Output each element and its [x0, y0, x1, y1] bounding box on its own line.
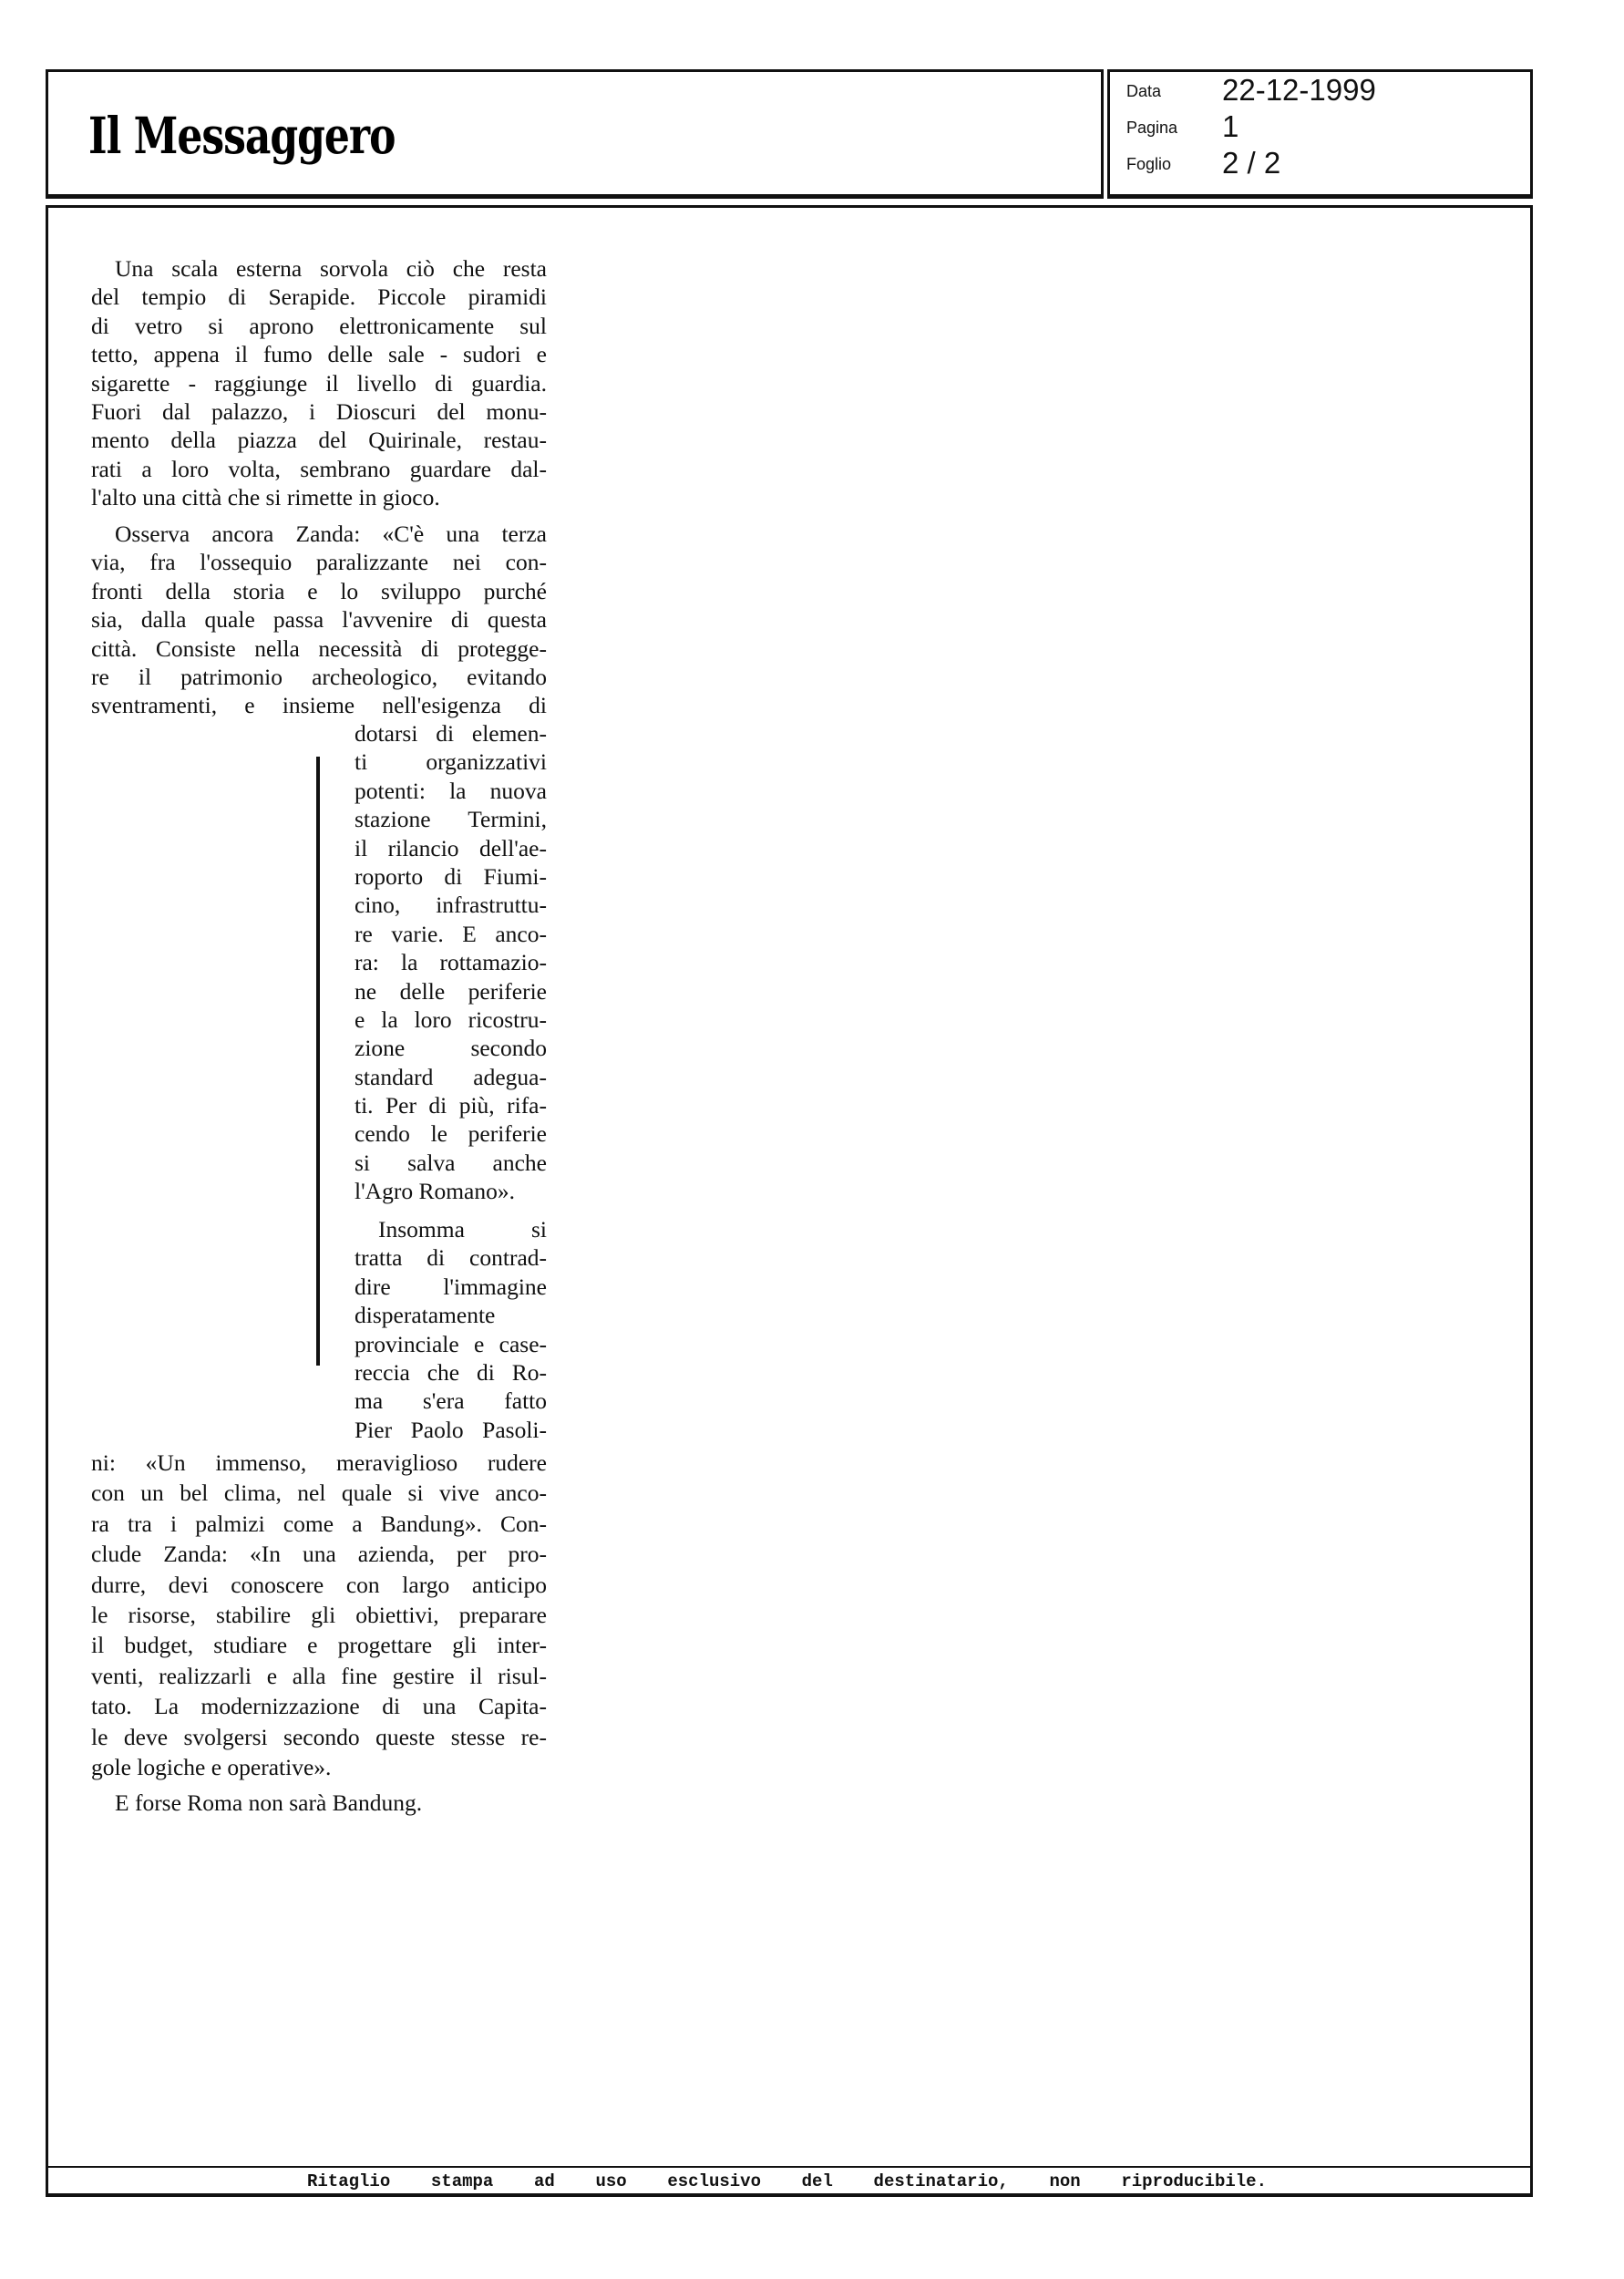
- text-line: l'Agro Romano».: [355, 1178, 515, 1205]
- text-line: ti. Per di più, rifa-: [355, 1092, 547, 1119]
- text-line: l'alto una città che si rimette in gioco.: [91, 484, 440, 511]
- text-line: sia, dalla quale passa l'avvenire di questa: [91, 606, 547, 634]
- text-line: Pier Paolo Pasoli-: [355, 1416, 547, 1443]
- closing-paragraph: [91, 1789, 547, 1817]
- text-line: potenti: la nuova: [355, 777, 547, 804]
- text-line: di vetro si aprono elettronicamente sul: [91, 312, 547, 339]
- newspaper-logo: Il Messaggero: [88, 108, 396, 166]
- text-line: il budget, studiare e progettare gli inter-: [91, 1632, 547, 1659]
- text-line: E forse Roma non sarà Bandung.: [115, 1789, 423, 1816]
- text-line: re varie. E anco-: [355, 920, 547, 947]
- footer-word: uso: [595, 2171, 627, 2191]
- text-line: si salva anche: [355, 1149, 547, 1176]
- text-line: roporto di Fiumi-: [355, 862, 547, 890]
- text-line: Una scala esterna sorvola ciò che resta: [115, 255, 547, 282]
- footer-word: esclusivo: [667, 2171, 761, 2191]
- text-line: clude Zanda: «In una azienda, per pro-: [91, 1541, 547, 1568]
- text-line: mento della piazza del Quirinale, restau-: [91, 427, 547, 454]
- date-label: Data: [1126, 82, 1162, 100]
- text-line: Osserva ancora Zanda: «C'è una terza: [115, 521, 547, 547]
- footer-word: ad: [533, 2171, 555, 2191]
- paragraph-1: [91, 254, 547, 512]
- paragraph-3-wide: [91, 1448, 547, 1782]
- footer-word: riproducibile.: [1121, 2171, 1267, 2191]
- page-value: 1: [1222, 109, 1239, 143]
- footer-divider: [46, 2166, 1533, 2168]
- text-line: durre, devi conoscere con largo anticipo: [91, 1571, 547, 1598]
- text-line: ni: «Un immenso, meraviglioso rudere: [91, 1449, 547, 1476]
- column-rule: [316, 757, 320, 1366]
- page-label: Pagina: [1126, 119, 1178, 137]
- text-line: ti organizzativi: [355, 748, 547, 776]
- footer-word: del: [801, 2171, 833, 2191]
- text-line: rati a loro volta, sembrano guardare dal-: [91, 455, 547, 482]
- text-line: le risorse, stabilire gli obiettivi, preparare: [91, 1601, 547, 1628]
- text-line: ne delle periferie: [355, 977, 547, 1005]
- text-line: le deve svolgersi secondo queste stesse re-: [91, 1723, 547, 1750]
- text-line: re il patrimonio archeologico, evitando: [91, 663, 547, 690]
- footer-word: Ritaglio: [307, 2171, 391, 2191]
- text-line: stazione Termini,: [355, 806, 547, 833]
- text-line: città. Consiste nella necessità di protegge-: [91, 634, 547, 662]
- text-line: ma s'era fatto: [355, 1387, 547, 1415]
- text-line: standard adegua-: [355, 1063, 547, 1090]
- paragraph-2-wide: [91, 520, 547, 720]
- text-line: sigarette - raggiunge il livello di guardia.: [91, 369, 547, 397]
- text-line: dire l'immagine: [355, 1273, 547, 1300]
- text-line: tetto, appena il fumo delle sale - sudori e: [91, 341, 547, 368]
- text-line: e la loro ricostru-: [355, 1005, 547, 1033]
- text-line: fronti della storia e lo sviluppo purché: [91, 577, 547, 604]
- footer-word: stampa: [430, 2171, 494, 2191]
- sheet-value: 2 / 2: [1222, 146, 1281, 180]
- text-line: via, fra l'ossequio paralizzante nei con-: [91, 549, 547, 576]
- text-line: tato. La modernizzazione di una Capita-: [91, 1693, 547, 1720]
- text-line: ra: la rottamazio-: [355, 949, 547, 976]
- paragraph-2-narrow: [355, 719, 547, 1206]
- text-line: con un bel clima, nel quale si vive anco-: [91, 1480, 547, 1507]
- text-line: sventramenti, e insieme nell'esigenza di: [91, 692, 547, 719]
- footer-notice: [307, 2171, 1267, 2191]
- text-line: Insomma si: [378, 1216, 547, 1243]
- text-line: zione secondo: [355, 1035, 547, 1062]
- text-line: tratta di contrad-: [355, 1244, 547, 1272]
- text-line: il rilancio dell'ae-: [355, 834, 547, 861]
- text-line: ra tra i palmizi come a Bandung». Con-: [91, 1510, 547, 1537]
- text-line: cino, infrastruttu-: [355, 892, 547, 919]
- text-line: del tempio di Serapide. Piccole piramidi: [91, 284, 547, 311]
- text-line: Fuori dal palazzo, i Dioscuri del monu-: [91, 397, 547, 425]
- text-line: disperatamente: [355, 1302, 496, 1329]
- sheet-label: Foglio: [1126, 155, 1172, 173]
- text-line: gole logiche e operative».: [91, 1753, 332, 1780]
- footer-word: destinatario,: [873, 2171, 1009, 2191]
- text-line: dotarsi di elemen-: [355, 720, 547, 747]
- text-line: reccia che di Ro-: [355, 1358, 547, 1386]
- paragraph-3-narrow: [355, 1215, 547, 1444]
- text-line: cendo le periferie: [355, 1120, 547, 1148]
- text-line: venti, realizzarli e alla fine gestire il risul-: [91, 1662, 547, 1689]
- date-value: 22-12-1999: [1222, 73, 1376, 107]
- footer-word: non: [1049, 2171, 1081, 2191]
- text-line: provinciale e case-: [355, 1330, 547, 1357]
